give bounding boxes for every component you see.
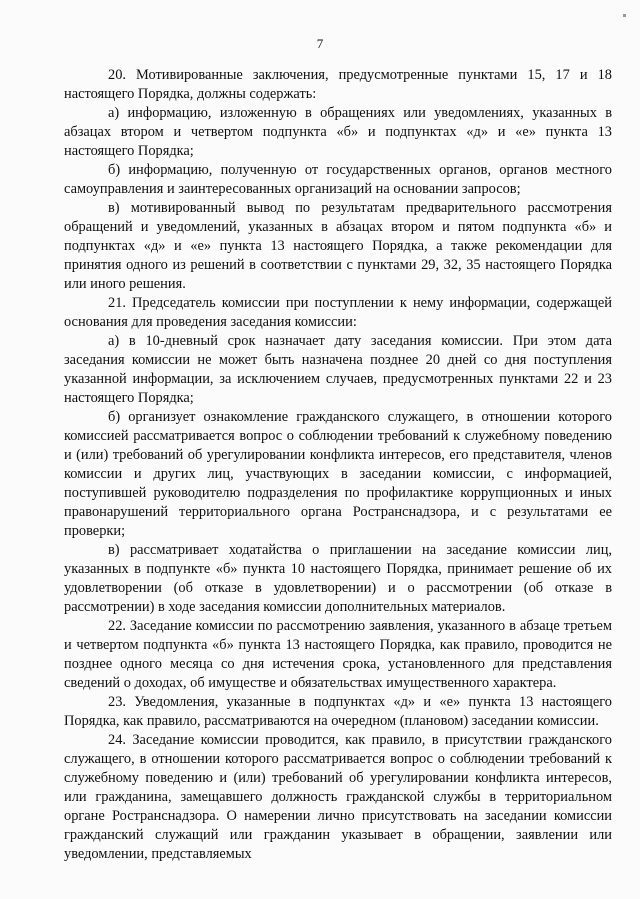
paragraph-24: 24. Заседание комиссии проводится, как правило, в присутствии гражданского служащего, в отношении которого рассматривается вопрос о соблюдении требований к служебному поведению и (или) требований об урегулировании конфликта интересов, или гражданина, замещавшего должность гражданской службы в территориальном органе Ространснадзора. О намерении лично присутствовать на заседании комиссии гражданский служащий или гражданин указывает в обращении, заявлении или уведомлении, представляемых bbox=[64, 732, 612, 862]
paragraph-21-b: б) организует ознакомление гражданского служащего, в отношении которого комиссией рассматривается вопрос о соблюдении требований к служебному поведению и (или) требований об урегулировании конфликта интересов, его представителя, членов комиссии и других лиц, участвующих в заседании комиссии, с информацией, поступившей руководителю подразделения по профилактике коррупционных и иных правонарушений территориального органа Ространснадзора, и с результатами ее проверки; bbox=[64, 409, 612, 539]
document-body bbox=[64, 66, 612, 864]
paragraph-21-a: а) в 10-дневный срок назначает дату заседания комиссии. При этом дата заседания комиссии не может быть назначена позднее 20 дней со дня поступления указанной информации, за исключением случаев, предусмотренных пунктами 22 и 23 настоящего Порядка; bbox=[64, 333, 612, 406]
scan-speck bbox=[623, 14, 626, 17]
paragraph-23: 23. Уведомления, указанные в подпунктах «д» и «е» пункта 13 настоящего Порядка, как правило, рассматриваются на очередном (плановом) заседании комиссии. bbox=[64, 694, 612, 729]
paragraph-21: 21. Председатель комиссии при поступлении к нему информации, содержащей основания для проведения заседания комиссии: bbox=[64, 295, 612, 330]
page-number: 7 bbox=[316, 36, 324, 51]
paragraph-20-a: а) информацию, изложенную в обращениях или уведомлениях, указанных в абзацах втором и четвертом подпункта «б» и подпунктах «д» и «е» пункта 13 настоящего Порядка; bbox=[64, 105, 612, 159]
paragraph-22: 22. Заседание комиссии по рассмотрению заявления, указанного в абзаце третьем и четвертом подпункта «б» пункта 13 настоящего Порядка, как правило, проводится не позднее одного месяца со дня истечения срока, установленного для представления сведений о доходах, об имуществе и обязательствах имущественного характера. bbox=[64, 618, 612, 691]
paragraph-20-v: в) мотивированный вывод по результатам предварительного рассмотрения обращений и уведомлений, указанных в абзацах втором и пятом подпункта «б» и подпунктах «д» и «е» пункта 13 настоящего Порядка, а также рекомендации для принятия одного из решений в соответствии с пунктами 29, 32, 35 настоящего Порядка или иного решения. bbox=[64, 200, 612, 292]
paragraph-20-b: б) информацию, полученную от государственных органов, органов местного самоуправления и заинтересованных организаций на основании запросов; bbox=[64, 162, 612, 197]
paragraph-21-v: в) рассматривает ходатайства о приглашении на заседание комиссии лиц, указанных в подпункте «б» пункта 10 настоящего Порядка, принимает решение об их удовлетворении (об отказе в удовлетворении) и о рассмотрении (об отказе в рассмотрении) в ходе заседания комиссии дополнительных материалов. bbox=[64, 542, 612, 615]
paragraph-20: 20. Мотивированные заключения, предусмотренные пунктами 15, 17 и 18 настоящего Порядка, должны содержать: bbox=[64, 67, 612, 102]
